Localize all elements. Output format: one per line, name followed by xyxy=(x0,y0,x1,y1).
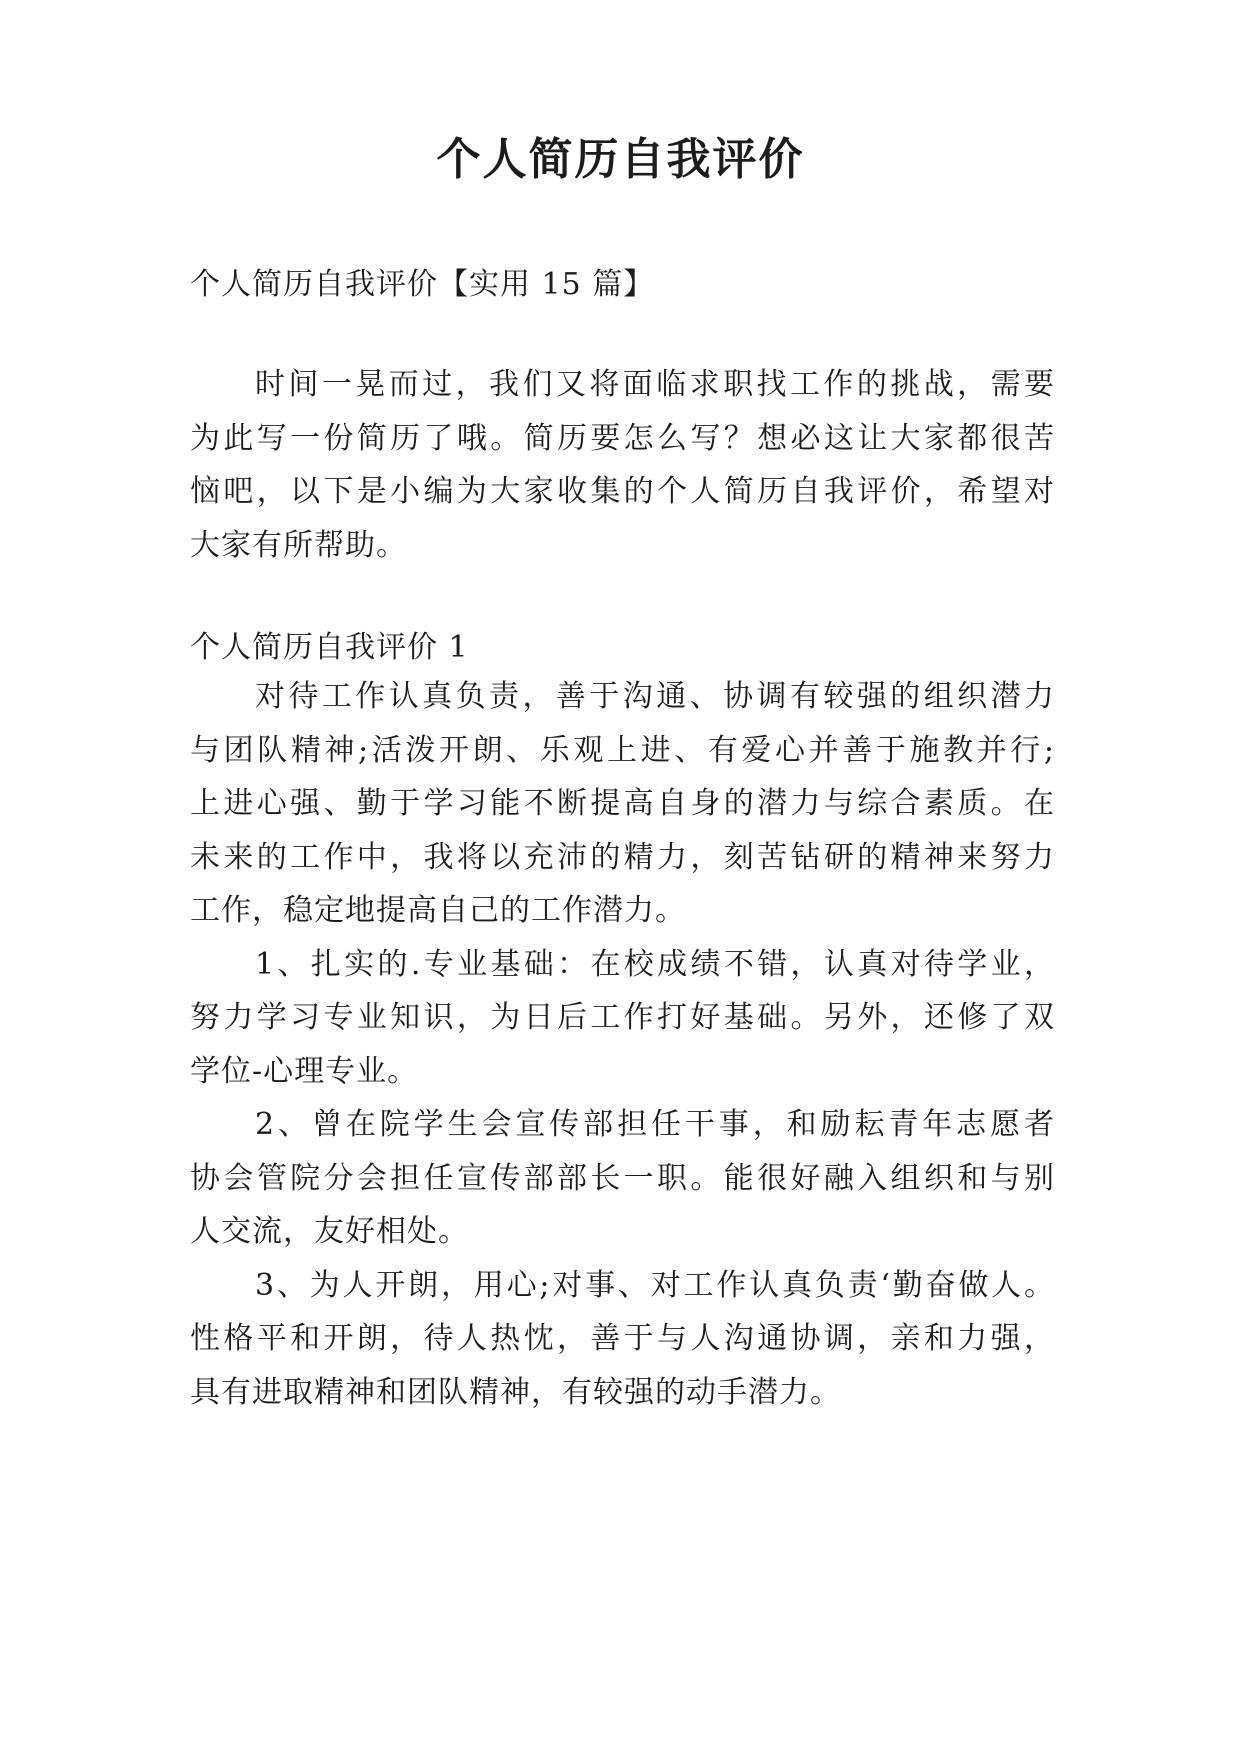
body-paragraph xyxy=(190,1098,1055,1259)
paragraph-line: 与团队精神;活泼开朗、乐观上进、有爱心并善于施教并行; xyxy=(190,732,1055,768)
paragraph-line: 2、曾在院学生会宣传部担任干事，和励耘青年志愿者 xyxy=(255,1107,1055,1142)
paragraph-line: 协会管院分会担任宣传部部长一职。能很好融入组织和与别 xyxy=(190,1160,1055,1196)
paragraph-line: 学位-心理专业。 xyxy=(190,1053,419,1089)
body-paragraph xyxy=(190,670,1055,938)
section-body xyxy=(190,670,1055,1419)
paragraph-line: 大家有所帮助。 xyxy=(190,527,407,563)
paragraph-line: 未来的工作中，我将以充沛的精力，刻苦钻研的精神来努力 xyxy=(190,839,1055,875)
document-title: 个人简历自我评价 xyxy=(436,134,805,185)
paragraph-line: 3、为人开朗，用心;对事、对工作认真负责‘勤奋做人。 xyxy=(255,1267,1055,1303)
paragraph-line: 对待工作认真负责，善于沟通、协调有较强的组织潜力 xyxy=(255,679,1055,714)
body-paragraph xyxy=(190,938,1055,1099)
document-subtitle-block xyxy=(190,258,1055,312)
paragraph-line: 工作，稳定地提高自己的工作潜力。 xyxy=(190,893,686,928)
document-subtitle: 个人简历自我评价【实用 15 篇】 xyxy=(190,267,655,302)
paragraph-line: 恼吧，以下是小编为大家收集的个人简历自我评价，希望对 xyxy=(190,474,1055,509)
paragraph-line: 时间一晃而过，我们又将面临求职找工作的挑战，需要 xyxy=(255,367,1055,402)
section-heading-block xyxy=(190,621,1055,675)
intro-paragraph xyxy=(190,358,1055,572)
paragraph-line: 1、扎实的.专业基础：在校成绩不错，认真对待学业， xyxy=(255,946,1055,982)
paragraph-line: 努力学习专业知识，为日后工作打好基础。另外，还修了双 xyxy=(190,1000,1055,1035)
body-paragraph xyxy=(190,1259,1055,1420)
section-heading: 个人简历自我评价 1 xyxy=(190,630,469,665)
paragraph-line: 性格平和开朗，待人热忱，善于与人沟通协调，亲和力强， xyxy=(190,1321,1055,1356)
paragraph-line: 具有进取精神和团队精神，有较强的动手潜力。 xyxy=(190,1374,841,1410)
paragraph-line: 上进心强、勤于学习能不断提高自身的潜力与综合素质。在 xyxy=(190,786,1055,821)
paragraph-line: 人交流，友好相处。 xyxy=(190,1214,469,1249)
paragraph-line: 为此写一份简历了哦。简历要怎么写？想必这让大家都很苦 xyxy=(190,420,1055,456)
